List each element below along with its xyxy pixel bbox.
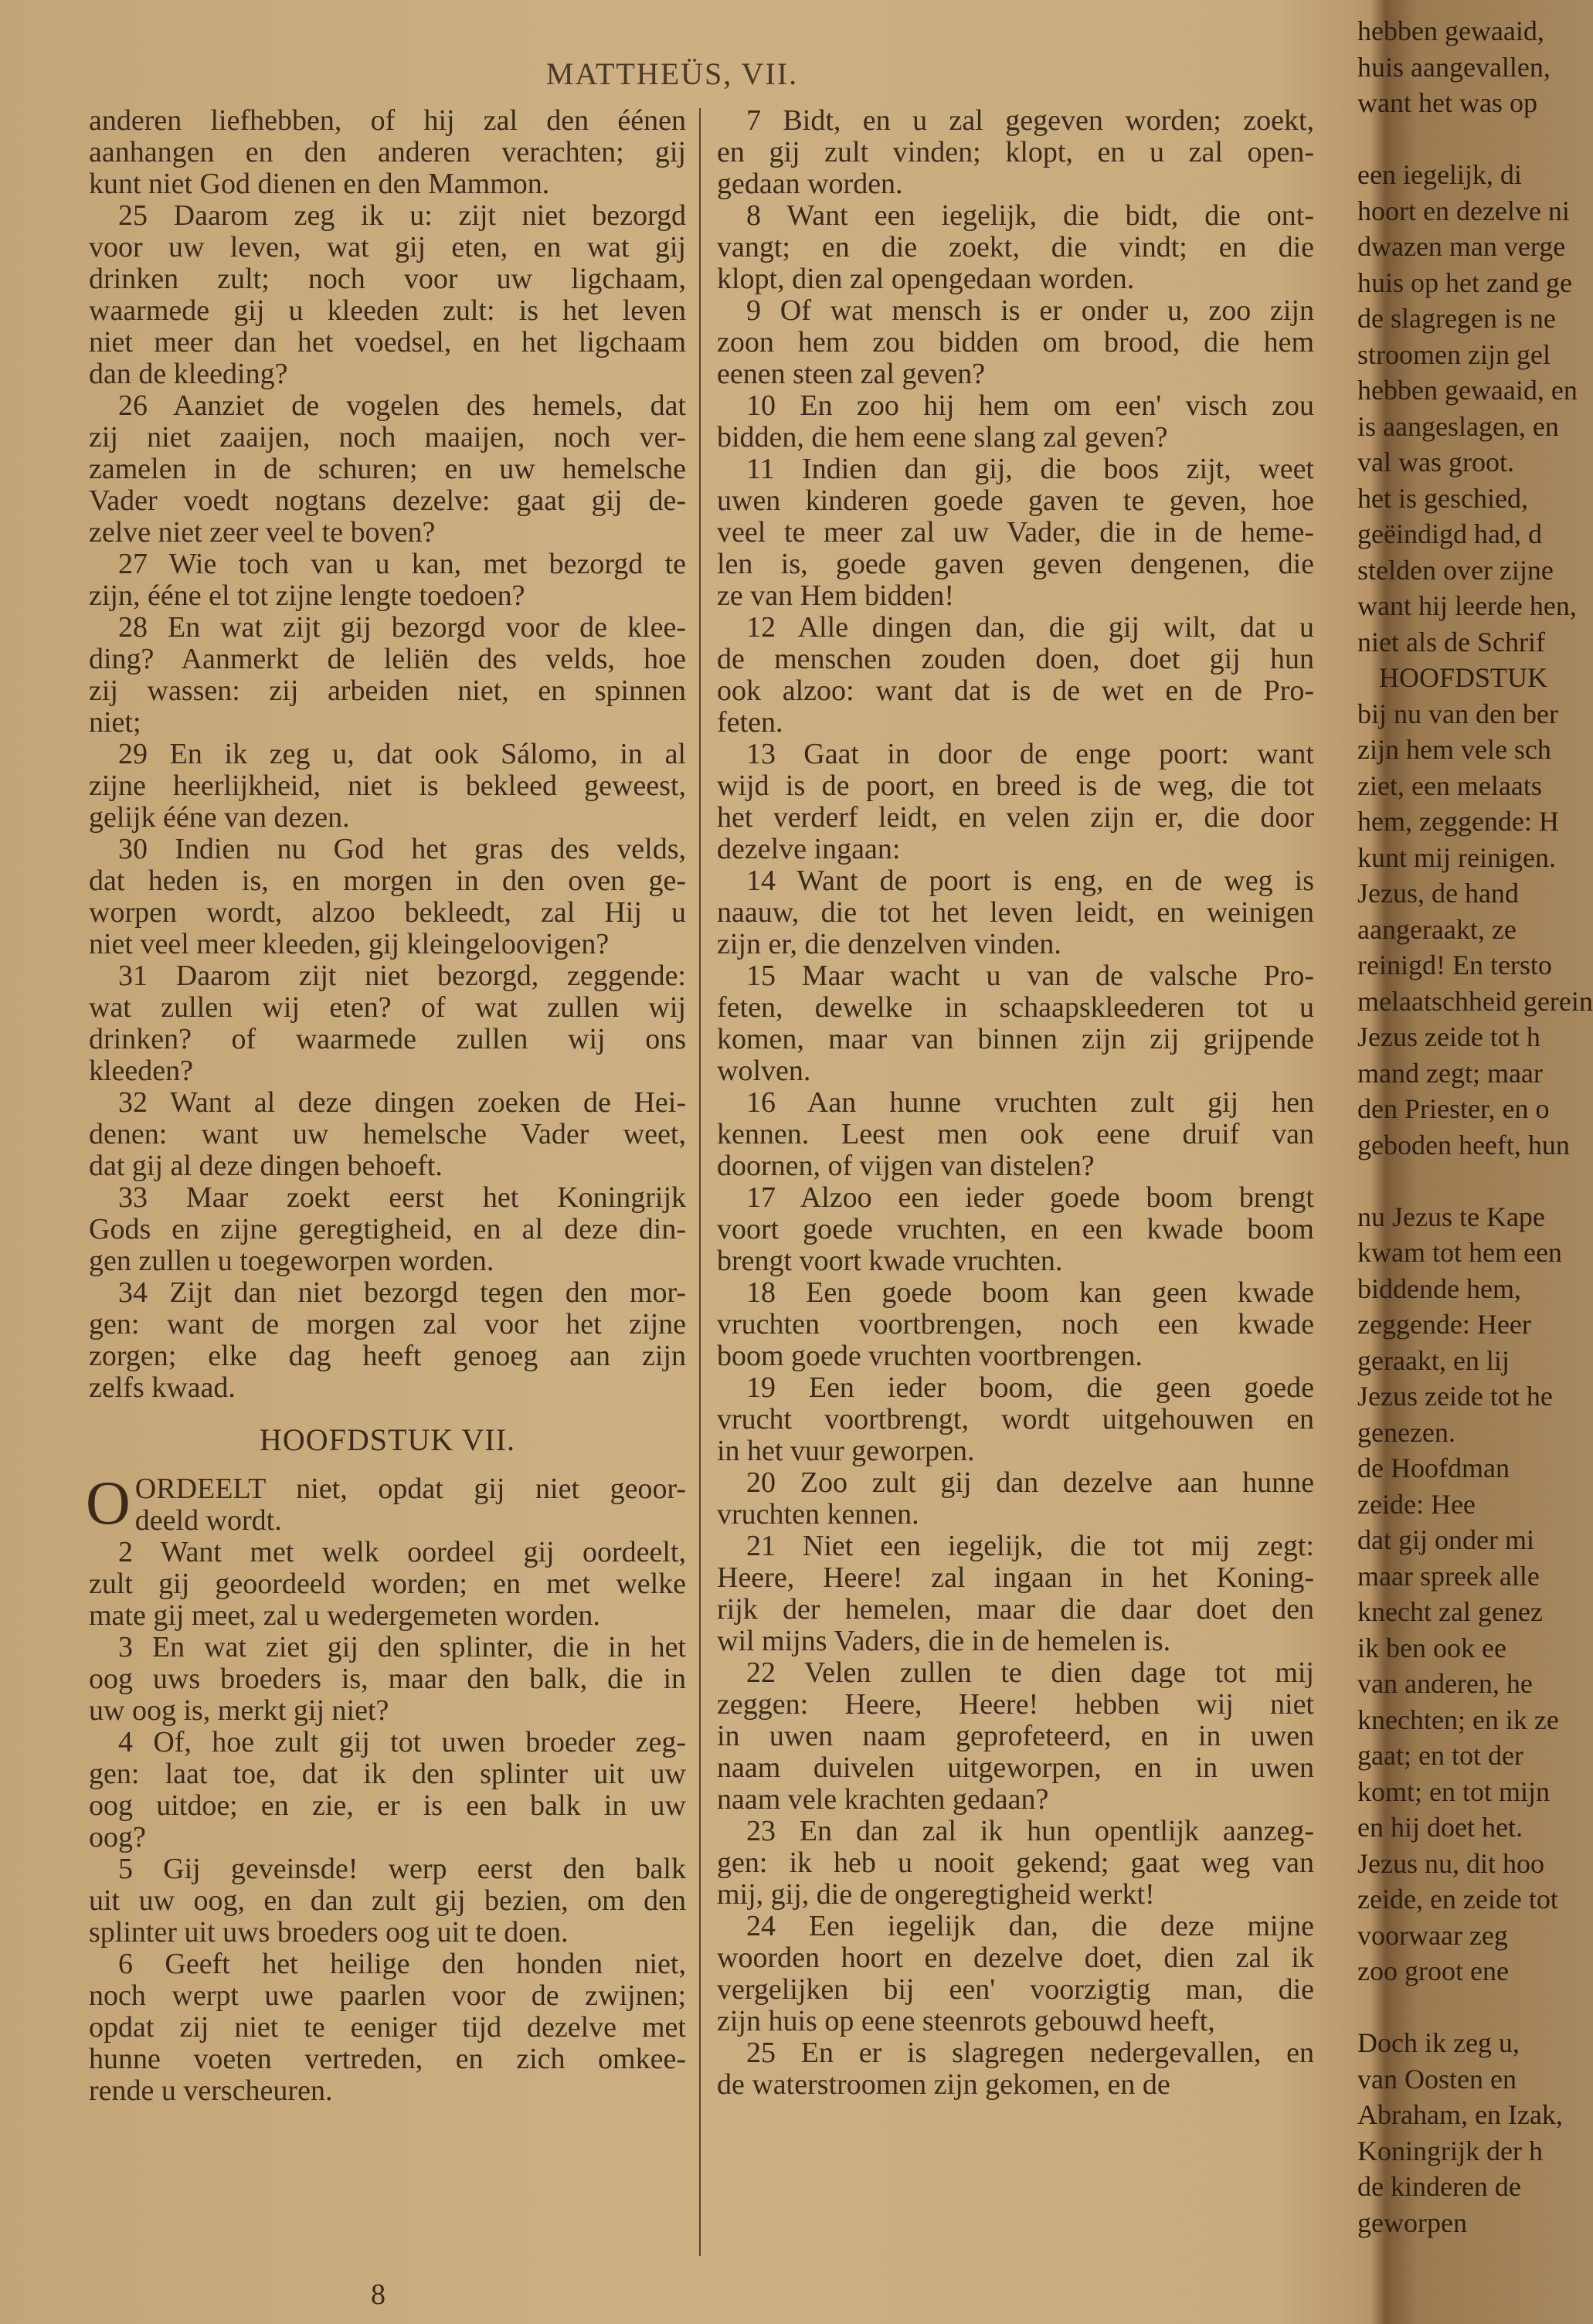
- text-line: zamelen in de schuren; en uw hemelsche: [89, 453, 686, 485]
- text-line: dan de kleeding?: [89, 358, 288, 390]
- text-line: gen zullen u toegeworpen worden.: [89, 1245, 494, 1277]
- verse-paragraph: [717, 1657, 1314, 1816]
- facing-page-line: den Priester, en o: [1357, 1093, 1550, 1124]
- facing-page-line: Jezus, de hand: [1357, 878, 1519, 909]
- text-line: 10 En zoo hij hem om een' visch zou: [746, 389, 1314, 422]
- facing-page-line: komt; en tot mijn: [1357, 1775, 1550, 1807]
- verse-paragraph: [717, 1531, 1314, 1657]
- verse-paragraph: [89, 200, 686, 390]
- column-divider: [699, 108, 701, 2256]
- facing-page-line: niet als de Schrif: [1357, 626, 1545, 657]
- verse-paragraph: [717, 1467, 1314, 1531]
- text-line: 17 Alzoo een ieder goede boom brengt: [746, 1181, 1314, 1214]
- facing-page-line: Koningrijk der h: [1357, 2135, 1543, 2166]
- text-line: oog?: [89, 1821, 146, 1853]
- text-line: 34 Zijt dan niet bezorgd tegen den mor-: [118, 1276, 686, 1309]
- facing-page-line: want het was op: [1357, 87, 1537, 118]
- text-line: voor uw leven, wat gij eten, en wat gij: [89, 231, 686, 263]
- text-line: woorden hoort en dezelve doet, dien zal ik: [717, 1942, 1314, 1974]
- facing-page-line: en hij doet het.: [1357, 1812, 1523, 1843]
- text-line: klopt, dien zal opengedaan worden.: [717, 263, 1135, 295]
- text-line: bidden, die hem eene slang zal geven?: [717, 421, 1168, 454]
- facing-page-line: biddende hem,: [1357, 1272, 1521, 1304]
- text-line: 3 En wat ziet gij den splinter, die in het: [118, 1631, 686, 1663]
- text-line: 12 Alle dingen dan, die gij wilt, dat u: [746, 611, 1314, 644]
- text-line: 7 Bidt, en u zal gegeven worden; zoekt,: [746, 104, 1314, 137]
- text-line: naam vele krachten gedaan?: [717, 1783, 1049, 1816]
- facing-page-line: val was groot.: [1357, 447, 1514, 477]
- text-line: mate gij meet, zal u wedergemeten worden.: [89, 1599, 600, 1632]
- facing-page-line: want hij leerde hen,: [1357, 590, 1577, 621]
- text-line: feten.: [717, 706, 783, 739]
- text-line: veel te meer zal uw Vader, die in de heme-: [717, 516, 1314, 549]
- text-line: 8 Want een iegelijk, die bidt, die ont-: [746, 199, 1314, 232]
- facing-page-line: aangeraakt, ze: [1357, 913, 1517, 945]
- text-line: in het vuur geworpen.: [717, 1435, 975, 1467]
- facing-page-line: zijn hem vele sch: [1357, 734, 1551, 765]
- facing-page-line: de slagregen is ne: [1357, 303, 1556, 334]
- facing-page-line: zeggende: Heer: [1357, 1309, 1531, 1340]
- text-line: oog uws broeders is, maar den balk, die in: [89, 1663, 686, 1695]
- facing-page-line: Abraham, en Izak,: [1357, 2099, 1563, 2130]
- text-line: ook alzoo: want dat is de wet en de Pro-: [717, 674, 1314, 707]
- facing-page-line: de kinderen de: [1357, 2171, 1521, 2202]
- text-line: noch werpt uwe paarlen voor de zwijnen;: [89, 1979, 686, 2012]
- text-line: gelijk ééne van dezen.: [89, 801, 350, 834]
- text-line: 28 En wat zijt gij bezorgd voor de klee-: [118, 611, 686, 644]
- verse-paragraph: [717, 2037, 1314, 2101]
- text-line: zult gij geoordeeld worden; en met welke: [89, 1568, 686, 1600]
- verse-paragraph: [89, 105, 686, 200]
- text-line: feten, dewelke in schaapskleederen tot u: [717, 991, 1314, 1024]
- text-line: opdat zij niet te eeniger tijd dezelve met: [89, 2011, 686, 2044]
- verse-paragraph: [89, 834, 686, 960]
- text-line: het verderf leidt, en velen zijn er, die door: [717, 801, 1314, 834]
- text-line: rijk der hemelen, maar die daar doet den: [717, 1593, 1314, 1626]
- verse-paragraph: [717, 1372, 1314, 1467]
- verse-paragraph: [89, 1853, 686, 1949]
- text-line: uw oog is, merkt gij niet?: [89, 1694, 389, 1727]
- text-line: wil mijns Vaders, die in de hemelen is.: [717, 1625, 1171, 1657]
- facing-page-line: HOOFDSTUK: [1379, 662, 1548, 693]
- verse-paragraph: [717, 612, 1314, 739]
- text-line: kleeden?: [89, 1055, 194, 1087]
- text-line: 2 Want met welk oordeel gij oordeelt,: [118, 1536, 686, 1568]
- text-line: Heere, Heere! zal ingaan in het Koning-: [717, 1561, 1314, 1594]
- text-line: 5 Gij geveinsde! werp eerst den balk: [118, 1853, 686, 1885]
- facing-page-line: geworpen: [1357, 2207, 1467, 2238]
- facing-page-line: de Hoofdman: [1357, 1452, 1510, 1483]
- verse-paragraph: [717, 1277, 1314, 1372]
- text-line: oog uitdoe; en zie, er is een balk in uw: [89, 1789, 686, 1822]
- facing-page-line: kunt mij reinigen.: [1357, 841, 1556, 873]
- text-line: dat gij al deze dingen behoeft.: [89, 1150, 443, 1182]
- facing-page-line: melaatschheid gerein: [1357, 985, 1593, 1017]
- facing-page-line: zeide, en zeide tot: [1357, 1884, 1558, 1915]
- text-line: 18 Een goede boom kan geen kwade: [746, 1276, 1314, 1309]
- text-line: 4 Of, hoe zult gij tot uwen broeder zeg-: [118, 1726, 686, 1758]
- text-line: dat heden is, en morgen in den oven ge-: [89, 865, 686, 897]
- verse-paragraph: [89, 612, 686, 739]
- verse-paragraph: [89, 1277, 686, 1404]
- text-line: de waterstroomen zijn gekomen, en de: [717, 2068, 1170, 2101]
- text-line: zelve niet zeer veel te boven?: [89, 516, 436, 549]
- verse-paragraph: [717, 105, 1314, 200]
- facing-page-line: knechten; en ik ze: [1357, 1704, 1559, 1735]
- text-line: naam duivelen uitgeworpen, en in uwen: [717, 1751, 1314, 1784]
- text-line: zijne heerlijkheid, niet is bekleed geweest,: [89, 770, 686, 802]
- text-line: drinken zult; noch voor uw ligchaam,: [89, 263, 686, 295]
- verse-paragraph: [717, 960, 1314, 1087]
- text-line: 31 Daarom zijt niet bezorgd, zeggende:: [118, 960, 686, 992]
- text-line: zelfs kwaad.: [89, 1371, 236, 1404]
- left-column: [86, 104, 686, 2107]
- text-line: wat zullen wij eten? of wat zullen wij: [89, 991, 686, 1024]
- facing-page-line: een iegelijk, di: [1357, 159, 1522, 190]
- facing-page-line: hoort en dezelve ni: [1357, 195, 1570, 226]
- verse-paragraph: [717, 739, 1314, 865]
- text-line: naauw, die tot het leven leidt, en weinigen: [717, 896, 1314, 929]
- facing-page-line: zeide: Hee: [1357, 1488, 1476, 1520]
- text-line: zijn er, die denzelven vinden.: [717, 928, 1061, 960]
- verse-paragraph: [89, 1632, 686, 1727]
- text-line: rende u verscheuren.: [89, 2074, 333, 2107]
- text-line: vrucht voortbrengt, wordt uitgehouwen en: [717, 1403, 1314, 1436]
- text-line: de menschen zouden doen, doet gij hun: [717, 643, 1314, 675]
- text-line: kennen. Leest men ook eene druif van: [717, 1118, 1314, 1150]
- text-line: vangt; en die zoekt, die vindt; en die: [717, 231, 1314, 263]
- text-line: komen, maar van binnen zijn zij grijpende: [717, 1023, 1314, 1055]
- verse-paragraph: [717, 390, 1314, 454]
- text-line: vruchten kennen.: [717, 1498, 919, 1531]
- facing-page-line: hem, zeggende: H: [1357, 806, 1559, 837]
- text-line: anderen liefhebben, of hij zal den éénen: [89, 104, 686, 137]
- text-line: voort goede vruchten, en een kwade boom: [717, 1213, 1314, 1245]
- text-line: drinken? of waarmede zullen wij ons: [89, 1023, 686, 1055]
- facing-page-line: kwam tot hem een: [1357, 1237, 1562, 1268]
- facing-page-line: bij nu van den ber: [1357, 698, 1558, 729]
- facing-page-line: van anderen, he: [1357, 1668, 1533, 1699]
- facing-page-line: maar spreek alle: [1357, 1560, 1540, 1592]
- verse-paragraph: [717, 1087, 1314, 1182]
- text-line: zij wassen: zij arbeiden niet, en spinnen: [89, 674, 686, 707]
- text-line: gen: laat toe, dat ik den splinter uit uw: [89, 1758, 686, 1790]
- text-line: 6 Geeft het heilige den honden niet,: [118, 1948, 686, 1980]
- facing-page-line: hebben gewaaid, en: [1357, 375, 1578, 406]
- facing-page-line: ik ben ook ee: [1357, 1632, 1506, 1663]
- verse-paragraph: [89, 1727, 686, 1853]
- text-line: eenen steen zal geven?: [717, 358, 986, 390]
- text-line: denen: want uw hemelsche Vader weet,: [89, 1118, 686, 1150]
- verse-paragraph: [89, 1537, 686, 1632]
- verse-paragraph: [89, 390, 686, 549]
- verse-paragraph: [89, 1182, 686, 1277]
- text-line: 27 Wie toch van u kan, met bezorgd te: [118, 548, 686, 580]
- text-line: 22 Velen zullen te dien dage tot mij: [746, 1656, 1314, 1689]
- chapter-heading: HOOFDSTUK VII.: [259, 1422, 516, 1457]
- verse-paragraph: [717, 1911, 1314, 2037]
- text-line: doornen, of vijgen van distelen?: [717, 1150, 1095, 1182]
- text-line: niet veel meer kleeden, gij kleingeloovigen?: [89, 928, 610, 960]
- text-line: aanhangen en den anderen verachten; gij: [89, 136, 686, 168]
- text-line: waarmede gij u kleeden zult: is het leven: [89, 294, 686, 327]
- right-column: [717, 105, 1314, 2101]
- text-line: 20 Zoo zult gij dan dezelve aan hunne: [746, 1466, 1314, 1499]
- verse-paragraph: [717, 200, 1314, 295]
- text-line: gen: want de morgen zal voor het zijne: [89, 1308, 686, 1340]
- verse-paragraph: [89, 1087, 686, 1182]
- verse-paragraph: [717, 454, 1314, 612]
- facing-page-line: Jezus zeide tot h: [1357, 1021, 1540, 1052]
- text-line: vruchten voortbrengen, noch een kwade: [717, 1308, 1314, 1340]
- facing-page-line: reinigd! En tersto: [1357, 950, 1552, 980]
- text-line: 16 Aan hunne vruchten zult gij hen: [746, 1086, 1314, 1119]
- text-line: 13 Gaat in door de enge poort: want: [746, 738, 1314, 770]
- facing-page-line: stelden over zijne: [1357, 554, 1554, 586]
- chapter-opening: [86, 1469, 686, 1537]
- verse-paragraph: [89, 1949, 686, 2107]
- text-line: len is, goede gaven geven dengenen, die: [717, 548, 1314, 580]
- facing-page-line: van Oosten en: [1357, 2063, 1517, 2095]
- text-line: 11 Indien dan gij, die boos zijt, weet: [746, 453, 1314, 485]
- text-line: zoon hem zou bidden om brood, die hem: [717, 326, 1314, 358]
- facing-page-line: geboden heeft, hun: [1357, 1129, 1570, 1160]
- text-line: worpen wordt, alzoo bekleedt, zal Hij u: [89, 896, 686, 929]
- facing-page-line: ziet, een melaats: [1357, 770, 1542, 801]
- verse-paragraph: [717, 865, 1314, 960]
- text-line: gedaan worden.: [717, 168, 903, 200]
- facing-page-line: Jezus nu, dit hoo: [1357, 1847, 1544, 1879]
- facing-page-line: dwazen man verge: [1357, 231, 1566, 262]
- facing-page-line: knecht zal genez: [1357, 1596, 1543, 1627]
- text-line: 30 Indien nu God het gras des velds,: [118, 833, 686, 865]
- facing-page-line: het is geschied,: [1357, 482, 1528, 514]
- text-line: en gij zult vinden; klopt, en u zal open-: [717, 136, 1314, 168]
- text-line: 9 Of wat mensch is er onder u, zoo zijn: [746, 294, 1314, 327]
- text-line: niet;: [89, 706, 141, 739]
- facing-page-line: huis op het zand ge: [1357, 267, 1572, 298]
- facing-page-line: voorwaar zeg: [1357, 1919, 1508, 1951]
- text-line: ding? Aanmerkt de leliën des velds, hoe: [89, 643, 686, 675]
- text-line: 23 En dan zal ik hun opentlijk aanzeg-: [746, 1815, 1314, 1847]
- text-line: 32 Want al deze dingen zoeken de Hei-: [118, 1086, 686, 1119]
- text-line: splinter uit uws broeders oog uit te doen.: [89, 1916, 569, 1949]
- text-line: zorgen; elke dag heeft genoeg aan zijn: [89, 1340, 686, 1372]
- facing-page-line: mand zegt; maar: [1357, 1057, 1543, 1089]
- running-head: MATTHEÜS, VII.: [545, 56, 799, 91]
- text-line: 26 Aanziet de vogelen des hemels, dat: [118, 389, 686, 422]
- drop-cap: O: [86, 1469, 131, 1537]
- text-line: 15 Maar wacht u van de valsche Pro-: [746, 960, 1314, 992]
- text-line: dezelve ingaan:: [717, 833, 901, 865]
- verse-paragraph: [717, 295, 1314, 390]
- text-line: zijn huis op eene steenrots gebouwd heeft,: [717, 2005, 1215, 2037]
- text-line: wijd is de poort, en breed is de weg, die tot: [717, 770, 1314, 802]
- text-line: ze van Hem bidden!: [717, 579, 955, 612]
- facing-page-fragment: [1348, 0, 1593, 2324]
- verse-paragraph: [717, 1816, 1314, 1911]
- text-line: in uwen naam geprofeteerd, en in uwen: [717, 1720, 1314, 1752]
- text-line: 29 En ik zeg u, dat ook Sálomo, in al: [118, 738, 686, 770]
- text-line: vergelijken bij een' voorzigtig man, die: [717, 1973, 1314, 2006]
- text-line: 25 En er is slagregen nedergevallen, en: [746, 2037, 1314, 2069]
- text-line: wolven.: [717, 1055, 811, 1087]
- facing-page-line: nu Jezus te Kape: [1357, 1201, 1545, 1232]
- facing-page-line: zoo groot ene: [1357, 1955, 1509, 1986]
- verse-paragraph: [717, 1182, 1314, 1277]
- text-line: 33 Maar zoekt eerst het Koningrijk: [118, 1181, 686, 1214]
- text-line: uwen kinderen goede gaven te geven, hoe: [717, 484, 1314, 517]
- text-line: deeld wordt.: [134, 1504, 282, 1537]
- text-line: Gods en zijne geregtigheid, en al deze din-: [89, 1213, 686, 1245]
- text-line: 25 Daarom zeg ik u: zijt niet bezorgd: [118, 199, 686, 232]
- facing-page-line: is aangeslagen, en: [1357, 410, 1559, 442]
- text-line: gen: ik heb u nooit gekend; gaat weg van: [717, 1847, 1314, 1879]
- text-line: 24 Een iegelijk dan, die deze mijne: [746, 1910, 1314, 1942]
- text-line: brengt voort kwade vruchten.: [717, 1245, 1063, 1277]
- page-number: 8: [371, 2278, 386, 2311]
- text-line: niet meer dan het voedsel, en het ligchaam: [89, 326, 686, 358]
- facing-page-line: geraakt, en lij: [1357, 1344, 1510, 1376]
- text-line: mij, gij, die de ongeregtigheid werkt!: [717, 1878, 1155, 1911]
- facing-page-line: stroomen zijn gel: [1357, 338, 1551, 370]
- facing-page-line: Doch ik zeg u,: [1357, 2027, 1520, 2058]
- facing-page-line: huis aangevallen,: [1357, 51, 1551, 83]
- text-line: Vader voedt nogtans dezelve: gaat gij de-: [89, 484, 686, 517]
- verse-paragraph: [89, 960, 686, 1087]
- verse-paragraph: [89, 549, 686, 612]
- text-line: zij niet zaaijen, noch maaijen, noch ver-: [89, 421, 686, 454]
- text-line: 19 Een ieder boom, die geen goede: [746, 1371, 1314, 1404]
- text-line: hunne voeten vertreden, en zich omkee-: [89, 2043, 686, 2075]
- facing-page-line: dat gij onder mi: [1357, 1524, 1534, 1555]
- text-line: boom goede vruchten voortbrengen.: [717, 1340, 1143, 1372]
- text-line: 14 Want de poort is eng, en de weg is: [746, 865, 1314, 897]
- facing-page-line: geëindigd had, d: [1357, 518, 1542, 549]
- text-line: zijn, ééne el tot zijne lengte toedoen?: [89, 579, 525, 612]
- text-line: kunt niet God dienen en den Mammon.: [89, 168, 550, 200]
- text-line: uit uw oog, en dan zult gij bezien, om den: [89, 1884, 686, 1917]
- facing-page-line: Jezus zeide tot he: [1357, 1381, 1553, 1412]
- text-line: 21 Niet een iegelijk, die tot mij zegt:: [746, 1530, 1314, 1562]
- facing-page-line: gaat; en tot der: [1357, 1740, 1523, 1771]
- verse-paragraph: [89, 739, 686, 834]
- text-line: zeggen: Heere, Heere! hebben wij niet: [717, 1688, 1314, 1721]
- facing-page-line: genezen.: [1357, 1416, 1455, 1448]
- text-line: ORDEELT niet, opdat gij niet geoor-: [134, 1473, 686, 1505]
- facing-page-line: hebben gewaaid,: [1357, 15, 1544, 46]
